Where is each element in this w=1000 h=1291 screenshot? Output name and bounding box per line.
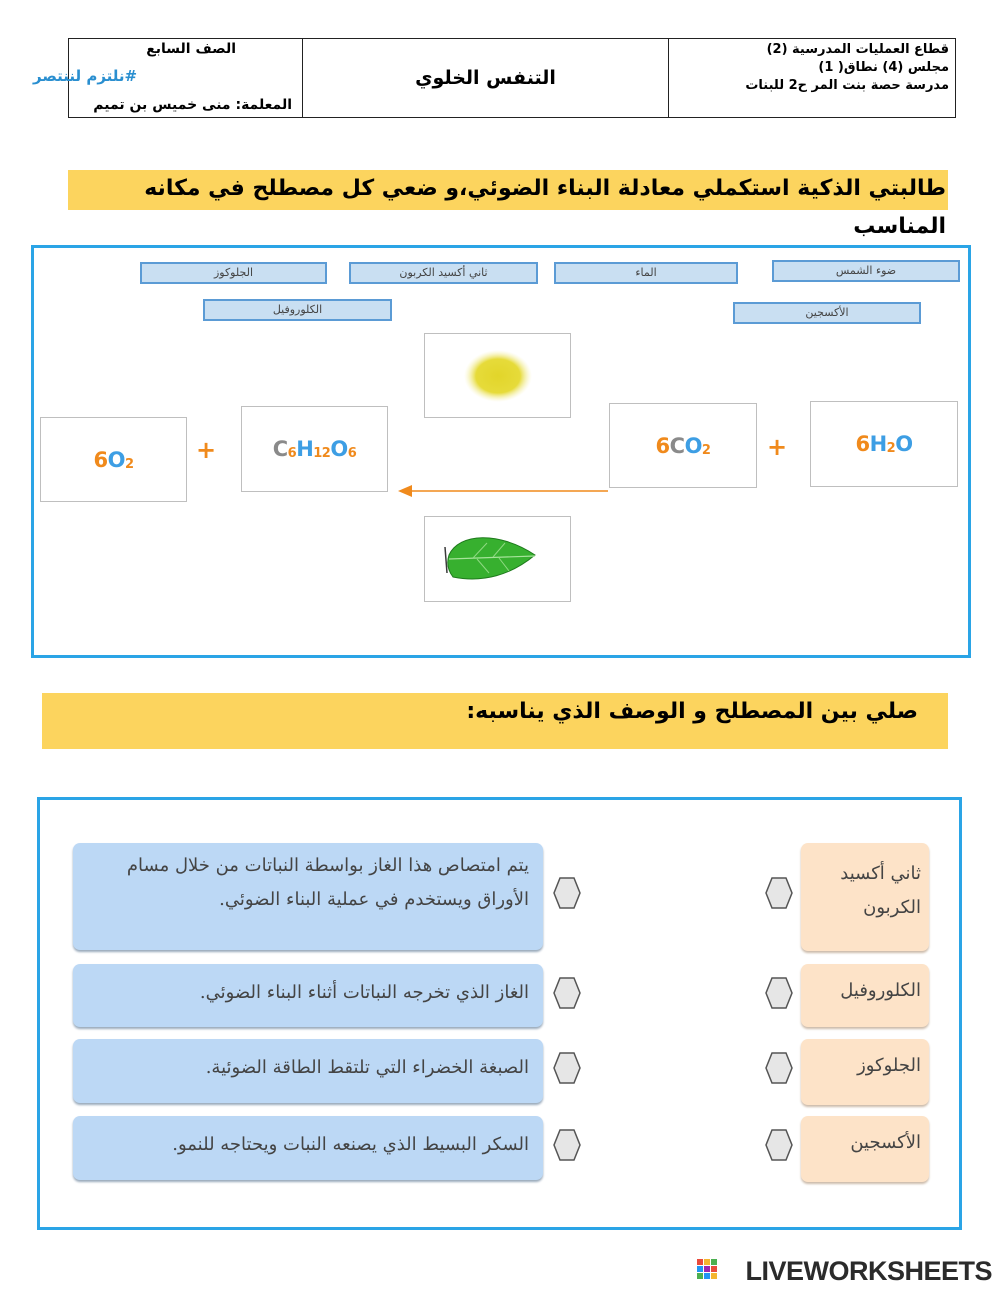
term-oxygen[interactable]: الأكسجين bbox=[733, 302, 921, 324]
sun-icon bbox=[458, 346, 538, 406]
connector-left-2[interactable] bbox=[553, 977, 581, 1009]
term-water[interactable]: الماء bbox=[554, 262, 738, 284]
leaf-box[interactable] bbox=[424, 516, 571, 602]
water-formula-box[interactable] bbox=[810, 401, 958, 487]
connector-right-2[interactable] bbox=[765, 977, 793, 1009]
term-glucose[interactable]: الجلوكوز bbox=[140, 262, 327, 284]
instruction-banner-1: طالبتي الذكية استكملي معادلة البناء الضوئي،و ضعي كل مصطلح في مكانه المناسب bbox=[68, 170, 948, 210]
description-2[interactable]: الغاز الذي تخرجه النباتات أثناء البناء الضوئي. bbox=[73, 964, 543, 1027]
header-table bbox=[33, 38, 956, 118]
water-formula: $6H_2O$ bbox=[855, 432, 913, 456]
connector-left-4[interactable] bbox=[553, 1129, 581, 1161]
term-co2[interactable]: ثاني أكسيد الكربون bbox=[349, 262, 538, 284]
worksheet-title: التنفس الخلوي bbox=[303, 39, 669, 117]
connector-right-3[interactable] bbox=[765, 1052, 793, 1084]
glucose-formula-box[interactable] bbox=[241, 406, 388, 492]
sun-box[interactable] bbox=[424, 333, 571, 418]
match-term-glucose[interactable]: الجلوكوز bbox=[801, 1039, 929, 1105]
plus-sign-left: + bbox=[196, 436, 217, 464]
header-left-cell bbox=[33, 39, 303, 117]
connector-left-3[interactable] bbox=[553, 1052, 581, 1084]
grade-label: الصف السابع bbox=[146, 41, 236, 57]
term-sunlight[interactable]: ضوء الشمس bbox=[772, 260, 960, 282]
council-label: مجلس (4) نطاق( 1) bbox=[818, 60, 949, 75]
school-label: مدرسة حصة بنت المر ح2 للبنات bbox=[745, 78, 949, 93]
leaf-icon bbox=[443, 529, 553, 589]
reaction-arrow bbox=[396, 482, 610, 500]
connector-left-1[interactable] bbox=[553, 877, 581, 909]
term-chlorophyll[interactable]: الكلوروفيل bbox=[203, 299, 392, 321]
liveworksheets-logo-icon bbox=[697, 1259, 723, 1283]
match-term-co2[interactable]: ثاني أكسيد الكربون bbox=[801, 843, 929, 951]
connector-right-4[interactable] bbox=[765, 1129, 793, 1161]
description-3[interactable]: الصبغة الخضراء التي تلتقط الطاقة الضوئية. bbox=[73, 1039, 543, 1103]
instruction-banner-2: صلي بين المصطلح و الوصف الذي يناسبه: bbox=[42, 693, 948, 749]
description-1[interactable]: يتم امتصاص هذا الغاز بواسطة النباتات من خلال مسام الأوراق ويستخدم في عملية البناء الضوئي. bbox=[73, 843, 543, 950]
hashtag-label: #نلتزم لننتصر bbox=[33, 67, 138, 85]
match-term-oxygen[interactable]: الأكسجين bbox=[801, 1116, 929, 1182]
oxygen-formula-box[interactable] bbox=[40, 417, 187, 502]
plus-sign-right: + bbox=[767, 433, 788, 461]
match-term-chlorophyll[interactable]: الكلوروفيل bbox=[801, 964, 929, 1027]
oxygen-formula: $6O_2$ bbox=[93, 447, 134, 472]
glucose-formula: $C_6H_{12}O_6$ bbox=[272, 437, 357, 461]
header-right-cell bbox=[669, 39, 955, 117]
co2-formula: $6CO_2$ bbox=[655, 433, 711, 458]
sector-label: قطاع العمليات المدرسية (2) bbox=[766, 42, 949, 57]
liveworksheets-brand: LIVEWORKSHEETS bbox=[745, 1256, 992, 1286]
co2-formula-box[interactable] bbox=[609, 403, 757, 488]
connector-right-1[interactable] bbox=[765, 877, 793, 909]
description-4[interactable]: السكر البسيط الذي يصنعه النبات ويحتاجه للنمو. bbox=[73, 1116, 543, 1180]
teacher-label: المعلمة: منى خميس بن تميم bbox=[93, 97, 292, 113]
